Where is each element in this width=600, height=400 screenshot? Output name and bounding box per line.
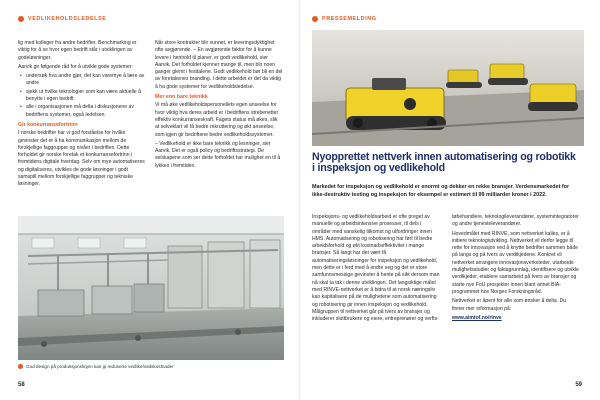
robot-crawler-illustration (312, 30, 584, 146)
photo-caption-left (18, 364, 174, 369)
section-dot-icon (312, 16, 318, 22)
subheading: Gir konkurransefortrinn (18, 121, 78, 128)
inspection-robots-photo (312, 30, 584, 146)
article-headline: Nyopprettet nettverk innen automatisering og robotikk i inspeksjon og vedlikehold (312, 151, 576, 175)
paragraph: Aarvik gir følgende råd for å utvikle gode systemer: (18, 63, 133, 70)
paragraph: – Vedlikehold er ikke bare teknikk og lesninger, sier Aarvik. Det er også policy og bedriftsstrategi. De selskapene som ser dette forholdet har mulighet en til å lykkes i fremtiden. (155, 140, 281, 169)
page-gutter (299, 0, 301, 400)
left-column-2 (155, 40, 283, 172)
list-item: • sjekk ut hvilke teknologier som kan være aktuelle å benytte i egen bedrift (26, 89, 146, 104)
caption-text: God design på produksjonslinjen kan gi reduserte vedlikeholdskostnader (26, 364, 174, 369)
article-lead: Markedet for inspeksjon og vedlikehold er enormt og dekker en rekke bransjer. Verdensmarkedet for ikke-destruktiv testing og inspeksjon for eksempel er estimert til 99 milliarder kroner i 2022. (312, 184, 570, 198)
paragraph: Vi må øke vedlikeholdspersonellets egen anseelse for hvor viktig hva deres arbeid er i bedriftens strebenetter effektiv konkurranseskraft. Fagets status må økes, slik at selveklart vil få bedre rekruttering og økt anseelse, som igjen gir bedriftene bedre vedlikeholdssystemer. (155, 102, 279, 138)
list-item: • undersøk hva andre gjør, det kan varemye å lære av andre (26, 73, 146, 88)
right-column-2 (452, 214, 580, 324)
paragraph: tøbehandlere, teknologileverandører, systemintegratorer og andre tjenesteleverandører. (452, 214, 579, 228)
paragraph: Inspeksjons- og vedlikeholdsarbeid er ofte preget av manuelle og arbeidsintensive prosesser, til dels i områder med vanskelig tilkomst og utfordringer innen HMS. Automatisering og robotisering har ført til bedre arbeidsforhold og økt kostnadseffektivitet i mange bransjer. Så langt har det vært få automatiseringsløsninger for inspeksjon og vedlikehold, men dette er i ferd med å endre seg og det er store samfunnsmessige gevinster å hente på sikt dersom man nå skal ta tak i denne utviklingen. Det langsiktige målet med RINVE-nettverket er å bidra til at norsk næringsliv kan kapitalisere på de mulighetene som automatisering og robotisering gir innen inspeksjon og vedlikehold. Målgruppen til nettverket går på tvers av bransjer og inkluderer sluttbrukere og eiere, entreprenører og verfts- (312, 214, 440, 323)
paragraph: Nettverket er åpent for alle som ønsker å delta. Du finner mer informasjon på: (452, 298, 567, 312)
list-item: • alle i organisasjonen må delta i diskusjonene av bedriftens systemer, også ledelsen. (26, 104, 146, 119)
caption-dot-icon (18, 364, 23, 369)
subheading: Mer enn bare teknikk (155, 94, 208, 101)
page-number-right: 59 (575, 382, 582, 388)
left-column-1 (18, 40, 146, 191)
section-tag-label: VEDLIKEHOLDSLEDELSE (28, 16, 107, 22)
production-line-photo (18, 216, 284, 360)
paragraph: Når store kontrakter blir vunnet, er leveringsdyktighet ofte avgjørende. – En avgjørende faktor for å kunne levere i henhold til planer, er godt vedlikehold, sier Aarvik. Det forholdet kjenner mange til, men blir noen ganger glemt i festtalene. Godt vedlikehold bør bli en del av foretakenes branding. I dette arbeidet er det da viktig å ha gode systemer for vedlikeholdsledelse. (155, 40, 283, 90)
section-tag-right (312, 16, 377, 22)
website-link[interactable]: www.aimtof.no/rinve (452, 314, 502, 321)
factory-hall-illustration (18, 216, 284, 360)
paragraph: I norske bedrifter har vi god forståelse for hvilke gevinster det er å ha kommunikasjon mellom de forskjellige faggrupper og nivåer i bedriften. Dette forholdet gir norske foretak et konkurransefortrinn i fremtidens digitale hverdag. Selv om mye automatiseres og digitaliseres, utvikles de gode løsninger i godt samspill mellom forskjellige faggrupper og tekniske løsninger. (18, 130, 145, 188)
section-dot-icon (18, 16, 24, 22)
paragraph: Hovedmålet med RINVE, som nettverket kalles, er å initiere teknologiutvikling. Nettverket vil derfor legge til rette for innovasjon ved å knytte bedrifter sammen både på langs og på tvers av verdikjedene. Konkret vil nettverket arrangere innovasjonsverksteder, utarbeide mulighetsstudier og faktagrunnlag, identifisere og utvikle verdikjeder, etablere samarbeid på tvers av bransjer og starte nye FoU prosjekter innen blant annet BIA-programmet hos Norges Forskningsråd. (452, 230, 579, 295)
advice-list (18, 73, 146, 119)
paragraph: lig med kolleger fra andre bedrifter. Benchmarking er viktig for å se hvor egen bedrift står i utviklingen av godeløsninger. (18, 40, 137, 61)
section-tag-left (18, 16, 107, 22)
right-column-1 (312, 214, 440, 325)
section-tag-label: PRESSEMELDING (322, 16, 377, 22)
page-number-left: 58 (18, 382, 25, 388)
